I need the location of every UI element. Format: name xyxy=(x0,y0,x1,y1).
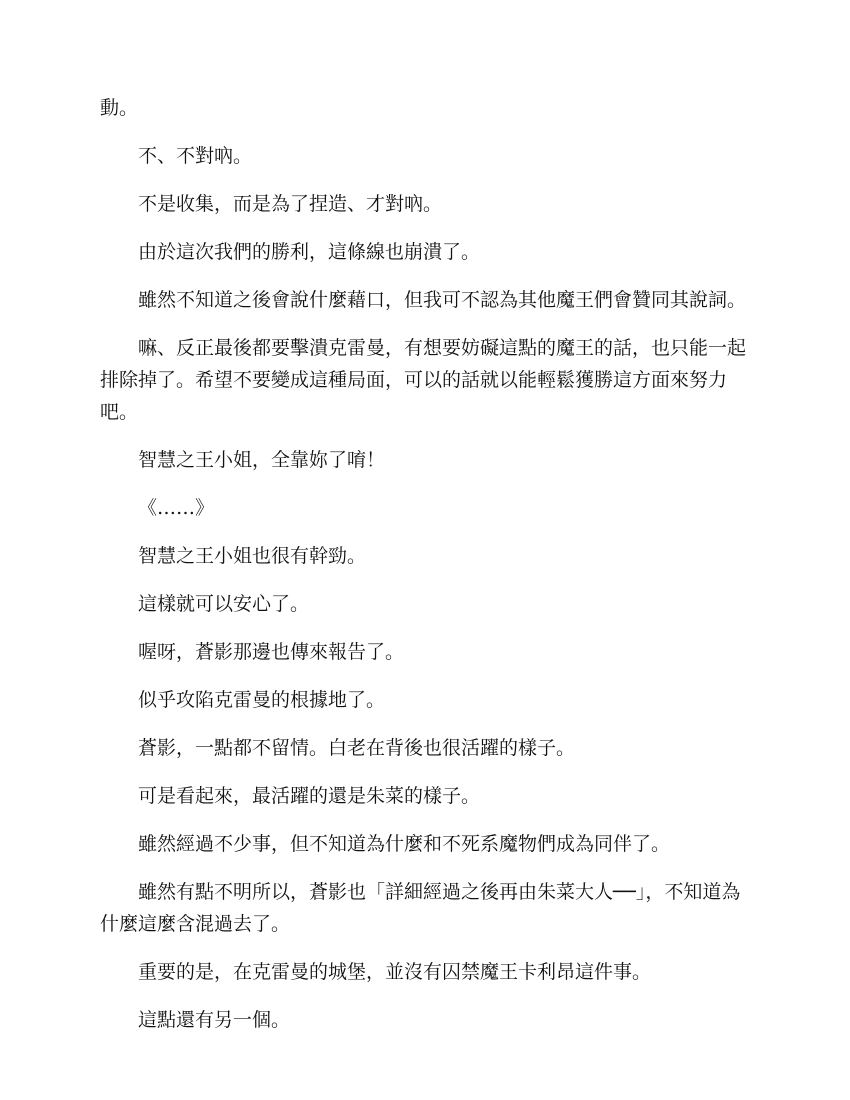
paragraph: 智慧之王小姐也很有幹勁。 xyxy=(138,545,367,567)
paragraph: 不、不對吶。 xyxy=(138,145,253,167)
paragraph: 雖然不知道之後會說什麼藉口，但我可不認為其他魔王們會贊同其說詞。 xyxy=(138,289,747,311)
paragraph: 嘛、反正最後都要擊潰克雷曼，有想要妨礙這點的魔王的話，也只能一起排除掉了。希望不要變成這種局面，可以的話就以能輕鬆獲勝這方面來努力吧。 xyxy=(100,337,747,423)
paragraph: 似乎攻陷克雷曼的根據地了。 xyxy=(138,689,386,711)
paragraph: 可是看起來，最活躍的還是朱菜的樣子。 xyxy=(138,785,481,807)
document-page xyxy=(100,92,750,1052)
paragraph: 雖然經過不少事，但不知道為什麼和不死系魔物們成為同伴了。 xyxy=(138,833,671,855)
paragraph: 由於這次我們的勝利，這條線也崩潰了。 xyxy=(138,241,481,263)
paragraph: 這點還有另一個。 xyxy=(138,1009,291,1031)
paragraph-continuation: 動。 xyxy=(100,97,139,119)
paragraph: 重要的是，在克雷曼的城堡，並沒有囚禁魔王卡利昂這件事。 xyxy=(138,961,652,983)
paragraph: 這樣就可以安心了。 xyxy=(138,593,310,615)
paragraph: 蒼影，一點都不留情。白老在背後也很活躍的樣子。 xyxy=(138,737,576,759)
paragraph: 不是收集，而是為了捏造、才對吶。 xyxy=(138,193,443,215)
paragraph: 喔呀，蒼影那邊也傳來報告了。 xyxy=(138,641,405,663)
paragraph: 雖然有點不明所以，蒼影也「詳細經過之後再由朱菜大人──」，不知道為什麼這麼含混過去了。 xyxy=(100,881,741,935)
paragraph: 《……》 xyxy=(138,497,215,519)
paragraph: 智慧之王小姐，全靠妳了唷！ xyxy=(138,449,386,471)
